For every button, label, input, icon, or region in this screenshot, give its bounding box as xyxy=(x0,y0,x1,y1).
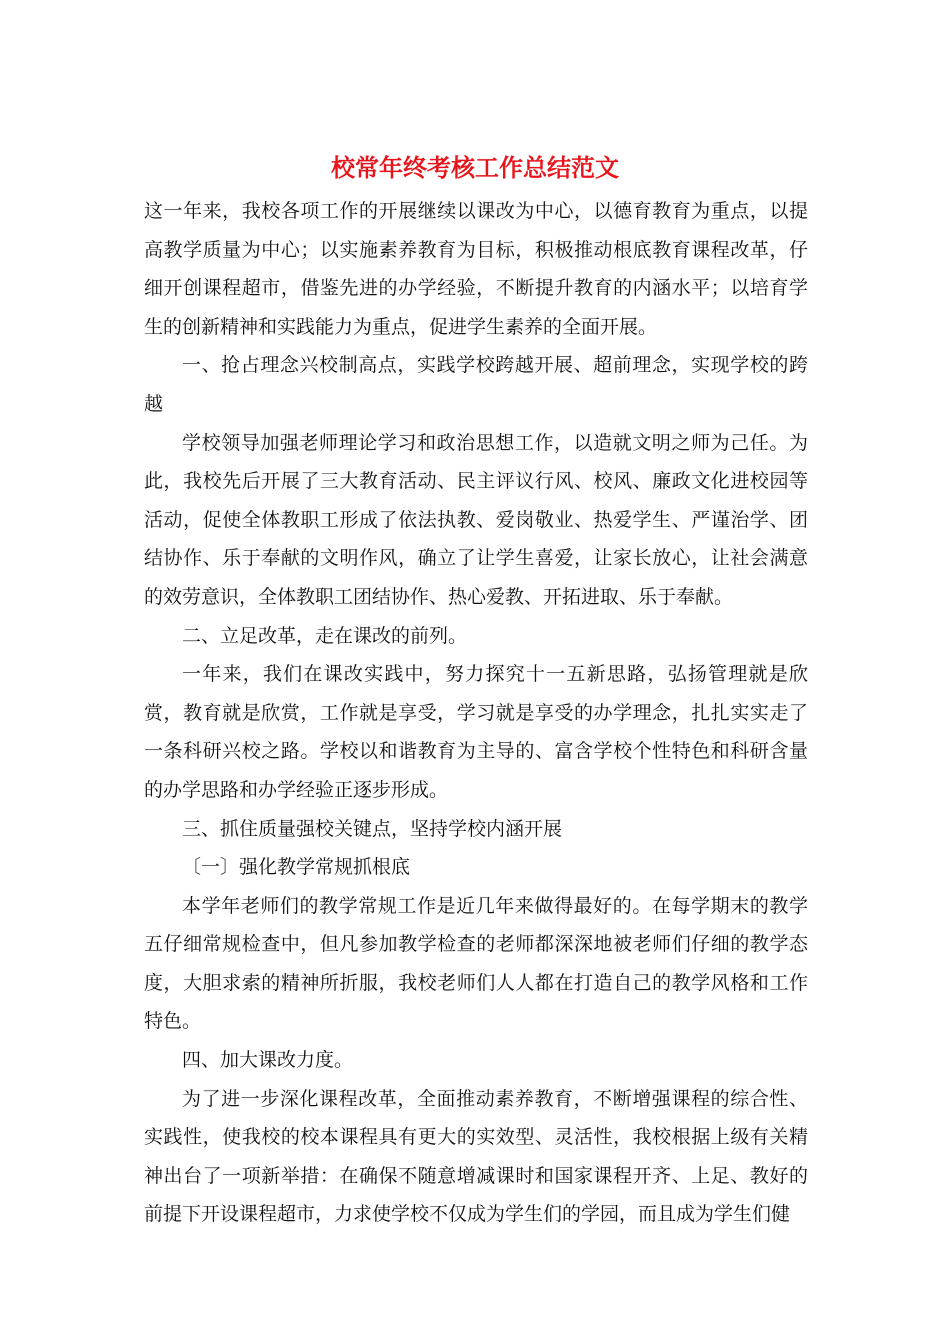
document-body xyxy=(144,192,808,1234)
section-heading-4: 四、加大课改力度。 xyxy=(182,1049,354,1072)
subsection-heading: 〔一〕强化教学常规抓根底 xyxy=(182,856,411,879)
paragraph: 本学年老师们的教学常规工作是近几年来做得最好的。在每学期末的教学五仔细常规检查中，但凡参加教学检查的老师都深深地被老师们仔细的教学态度，大胆求索的精神所折服，我校老师们人人都在打造自己的教学风格和工作特色。 xyxy=(144,894,808,1033)
paragraph-intro: 这一年来，我校各项工作的开展继续以课改为中心，以德育教育为重点，以提高教学质量为中心；以实施素养教育为目标，积极推动根底教育课程改革，仔细开创课程超市，借鉴先进的办学经验，不断提升教育的内涵水平；以培育学生的创新精神和实践能力为重点，促进学生素养的全面开展。 xyxy=(144,200,808,338)
paragraph: 一年来，我们在课改实践中，努力探究十一五新思路，弘扬管理就是欣赏，教育就是欣赏，工作就是享受，学习就是享受的办学理念，扎扎实实走了一条科研兴校之路。学校以和谐教育为主导的、富含学校个性特色和科研含量的办学思路和办学经验正逐步形成。 xyxy=(144,663,808,801)
section-heading-1: 一、抢占理念兴校制高点，实践学校跨越开展、超前理念，实现学校的跨越 xyxy=(144,354,808,415)
document-title: 校常年终考核工作总结范文 xyxy=(331,153,619,182)
section-heading-3: 三、抓住质量强校关键点，坚持学校内涵开展 xyxy=(182,817,563,840)
paragraph: 学校领导加强老师理论学习和政治思想工作，以造就文明之师为己任。为此，我校先后开展了三大教育活动、民主评议行风、校风、廉政文化进校园等活动，促使全体教职工形成了依法执教、爱岗敬业、热爱学生、严谨治学、团结协作、乐于奉献的文明作风，确立了让学生喜爱，让家长放心，让社会满意的效劳意识，全体教职工团结协作、热心爱教、开拓进取、乐于奉献。 xyxy=(144,431,808,608)
paragraph: 为了进一步深化课程改革，全面推动素养教育，不断增强课程的综合性、实践性，使我校的校本课程具有更大的实效型、灵活性，我校根据上级有关精神出台了一项新举措：在确保不随意增减课时和国家课程开齐、上足、教好的前提下开设课程超市，力求使学校不仅成为学生们的学园，而且成为学生们健 xyxy=(144,1087,808,1226)
section-heading-2: 二、立足改革，走在课改的前列。 xyxy=(182,624,468,647)
